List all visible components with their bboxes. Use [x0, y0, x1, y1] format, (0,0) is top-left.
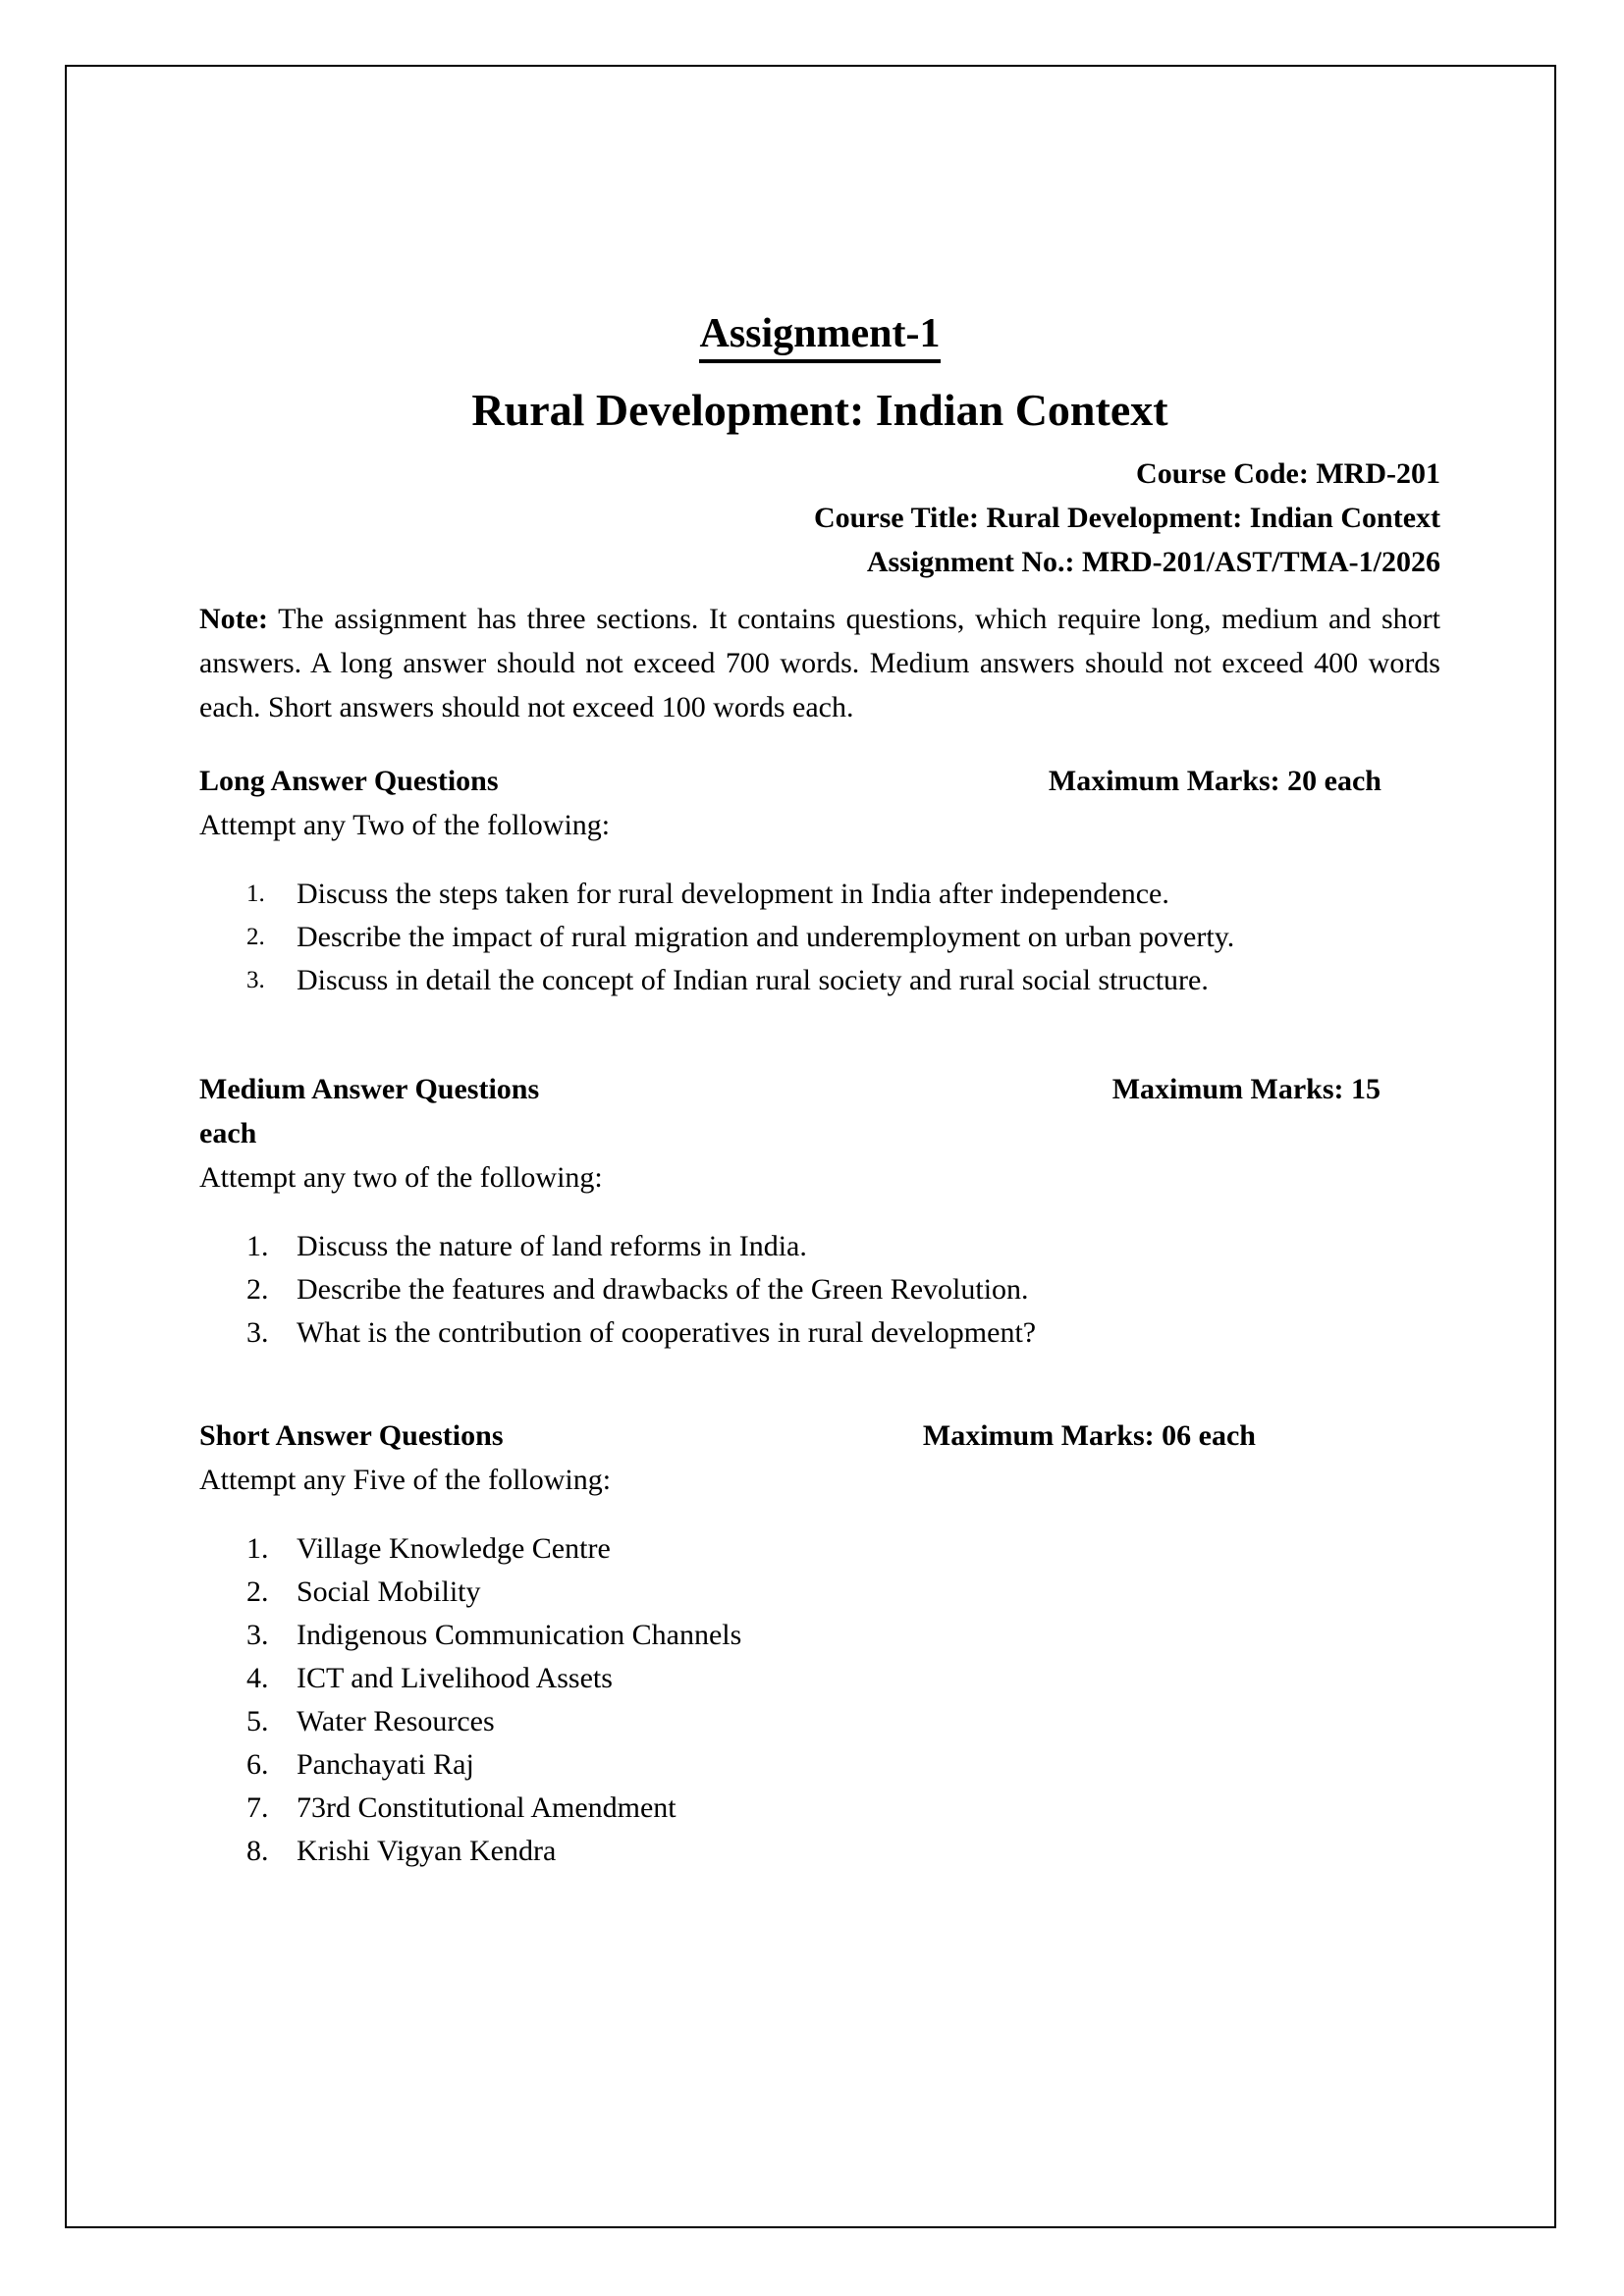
- course-info-block: [199, 452, 1440, 584]
- short-answer-question: ICT and Livelihood Assets: [297, 1662, 613, 1694]
- medium-answer-max-marks: Maximum Marks: 15: [1111, 1073, 1380, 1105]
- note-text: The assignment has three sections. It contains questions, which require long, medium and short answers. A long answer should not exceed 700 words. Medium answers should not exceed 400 words each. Short answers should not exceed 100 words each.: [199, 603, 1440, 723]
- short-answer-question: Water Resources: [297, 1705, 495, 1737]
- long-answer-attempt-line: Attempt any Two of the following:: [199, 809, 611, 841]
- medium-answer-attempt-line: Attempt any two of the following:: [199, 1161, 603, 1194]
- assignment-number-line: Assignment No.: MRD-201/AST/TMA-1/2026: [866, 546, 1440, 578]
- short-answer-question: Krishi Vigyan Kendra: [297, 1835, 557, 1867]
- medium-answer-max-marks-overflow: each: [199, 1117, 257, 1149]
- note-paragraph: [199, 597, 1440, 729]
- document-subtitle: [199, 385, 1440, 436]
- medium-answer-section-heading: [199, 1067, 1440, 1111]
- document-subtitle-text: Rural Development: Indian Context: [471, 385, 1168, 435]
- document-title: [199, 310, 1440, 363]
- course-code-line: Course Code: MRD-201: [1136, 457, 1440, 490]
- long-answer-question: Discuss in detail the concept of Indian rural society and rural social structure.: [297, 964, 1209, 996]
- short-answer-question: Panchayati Raj: [297, 1748, 474, 1781]
- medium-answer-heading: Medium Answer Questions: [199, 1073, 540, 1105]
- medium-answer-question-list: [199, 1225, 1440, 1355]
- short-answer-attempt-line: Attempt any Five of the following:: [199, 1464, 612, 1496]
- long-answer-max-marks: Maximum Marks: 20 each: [1048, 765, 1381, 797]
- short-answer-question: 73rd Constitutional Amendment: [297, 1791, 677, 1824]
- medium-answer-question: What is the contribution of cooperatives in rural development?: [297, 1316, 1037, 1349]
- medium-answer-question: Discuss the nature of land reforms in India.: [297, 1230, 807, 1262]
- medium-answer-question: Describe the features and drawbacks of the Green Revolution.: [297, 1273, 1029, 1306]
- short-answer-question-list: [199, 1527, 1440, 1873]
- long-answer-question: Discuss the steps taken for rural development in India after independence.: [297, 878, 1169, 910]
- short-answer-question: Indigenous Communication Channels: [297, 1619, 742, 1651]
- short-answer-question: Village Knowledge Centre: [297, 1532, 611, 1565]
- long-answer-question-list: [199, 873, 1440, 1002]
- long-answer-section-heading: [199, 759, 1440, 803]
- short-answer-heading: Short Answer Questions: [199, 1419, 504, 1452]
- document-title-text: Assignment-1: [699, 310, 940, 363]
- course-title-line: Course Title: Rural Development: Indian Context: [813, 502, 1440, 534]
- short-answer-section-heading: [199, 1414, 1440, 1458]
- document-content: [199, 67, 1440, 1873]
- long-answer-question: Describe the impact of rural migration and underemployment on urban poverty.: [297, 921, 1235, 953]
- long-answer-heading: Long Answer Questions: [199, 765, 499, 797]
- note-label: Note:: [199, 603, 268, 635]
- short-answer-max-marks: Maximum Marks: 06 each: [922, 1419, 1256, 1452]
- short-answer-question: Social Mobility: [297, 1575, 481, 1608]
